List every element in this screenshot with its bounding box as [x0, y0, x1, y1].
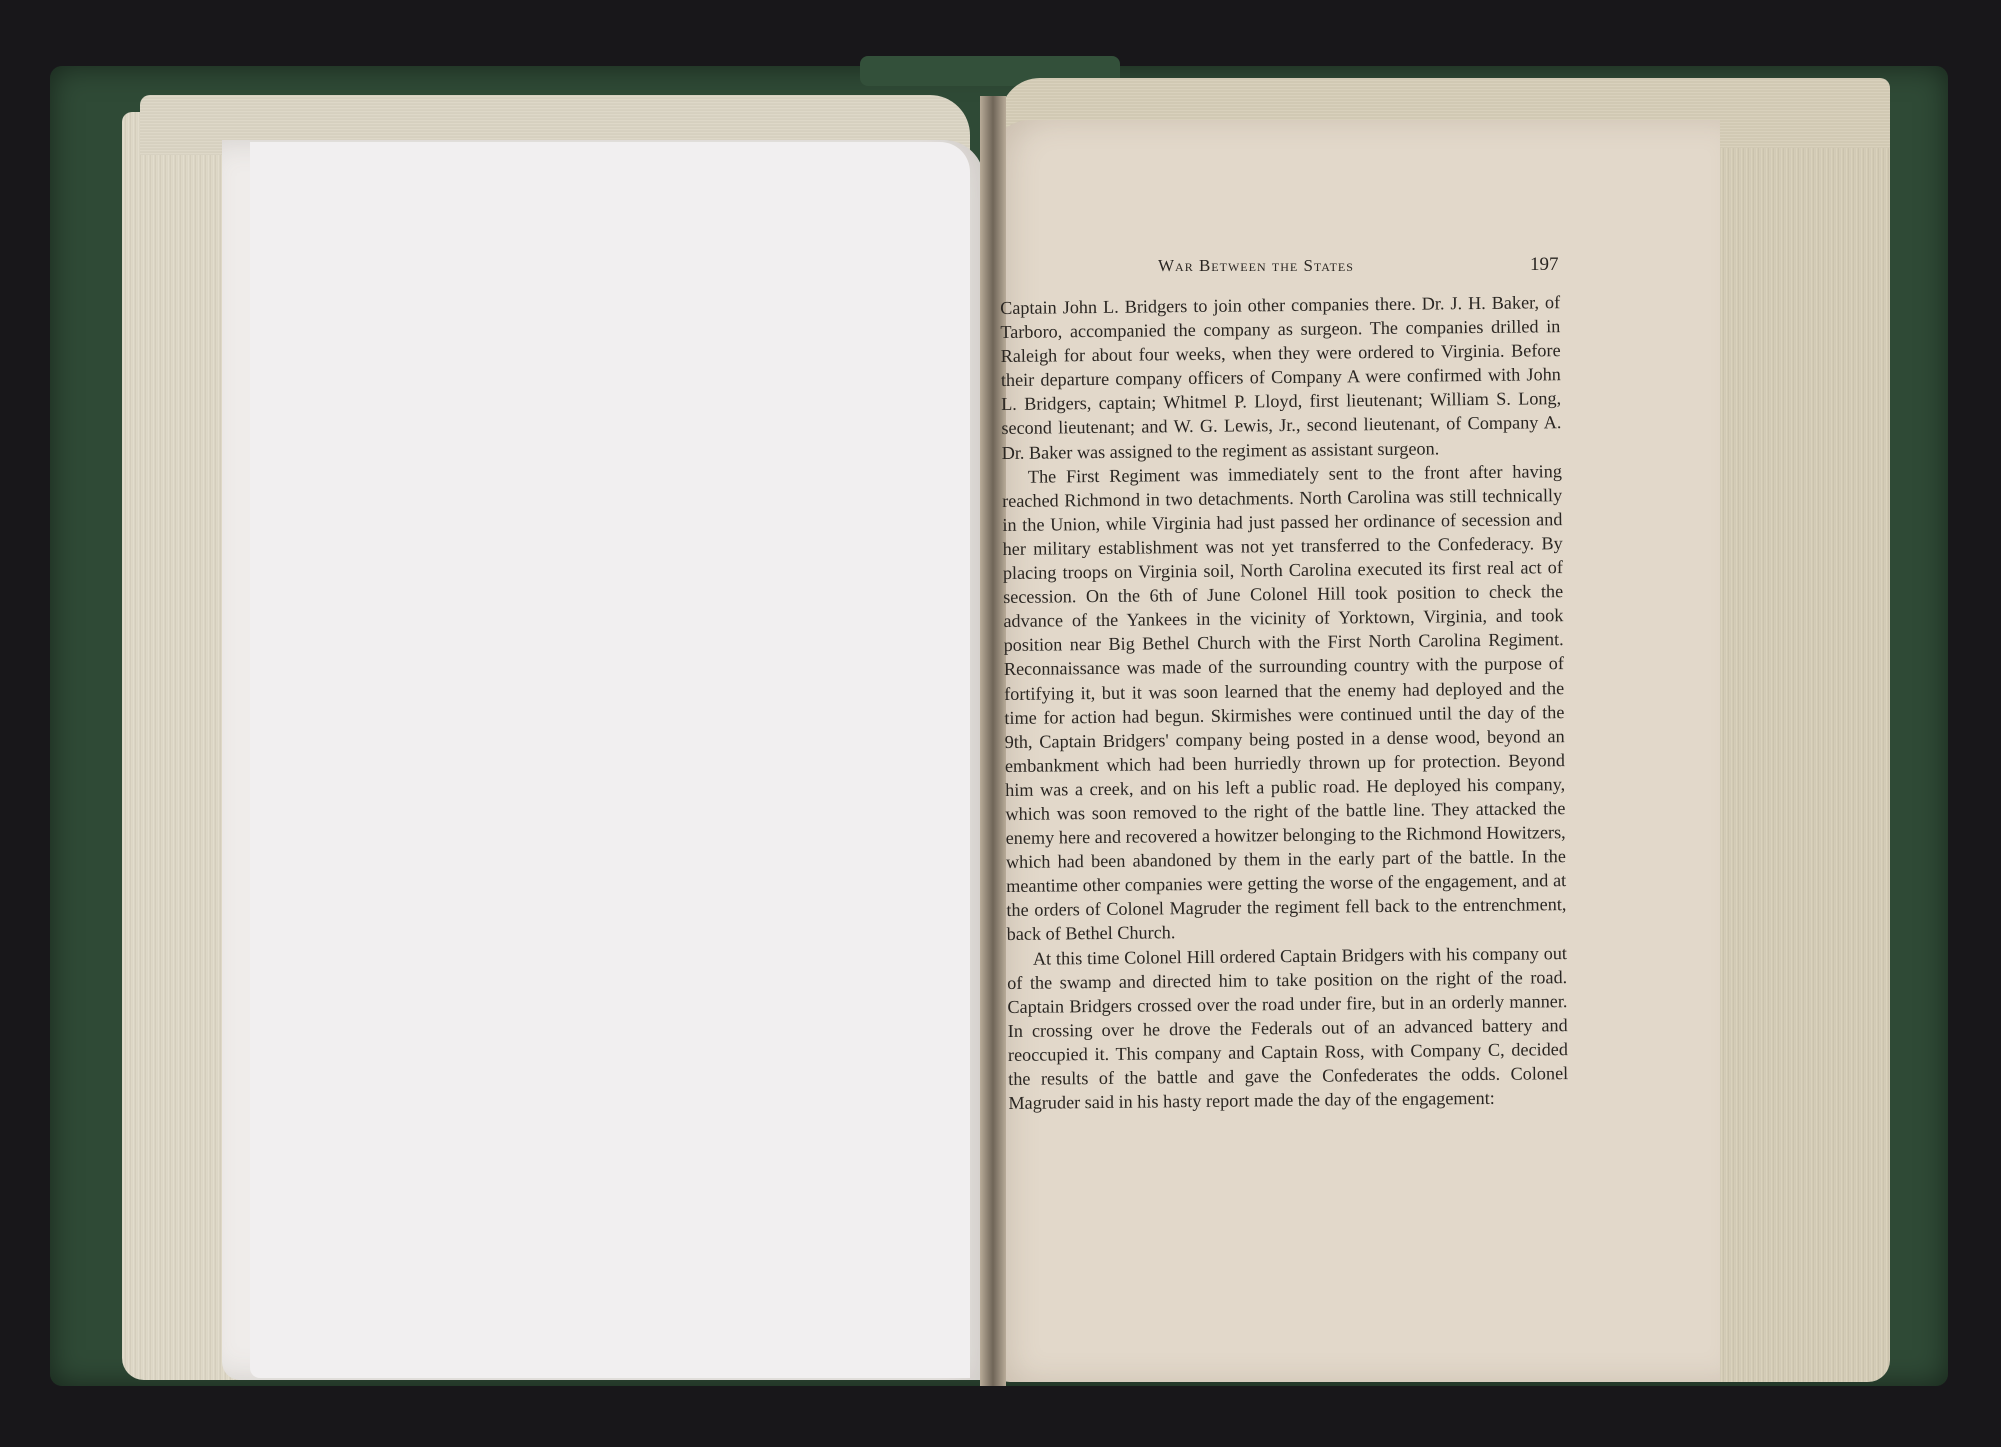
book-gutter: [980, 96, 1006, 1386]
running-head: War Between the States: [1158, 256, 1354, 275]
page-number: 197: [1530, 254, 1559, 275]
left-page-surface: [250, 142, 970, 1378]
right-page-edges: [1700, 92, 1890, 1382]
paragraph: Captain John L. Bridgers to join other companies there. Dr. J. H. Baker, of Tarboro, accompanied the company as surgeon. The companies drilled in Raleigh for about four weeks, when they were ordered to Virginia. Before their departure company officers of Company A were confirmed with John L. Bridgers, captain; Whitmel P. Lloyd, first lieutenant; William S. Long, second lieutenant; and W. G. Lewis, Jr., second lieutenant, of Company A. Dr. Baker was assigned to the regiment as assistant surgeon.: [1000, 292, 1562, 463]
paragraph: At this time Colonel Hill ordered Captain Bridgers with his company out of the swamp and directed him to take position on the right of the road. Captain Bridgers crossed over the road under fire, but in an orderly manner. In crossing over he drove the Federals out of an advanced battery and reoccupied it. This company and Captain Ross, with Company C, decided the results of the battle and gave the Confederates the odds. Colonel Magruder said in his hasty report made the day of the engagement:: [1007, 942, 1569, 1114]
page-body-text: [1000, 290, 1569, 1115]
paragraph: The First Regiment was immediately sent to the front after having reached Richmond in two detachments. North Carolina was still technically in the Union, while Virginia had just passed her ordinance of secession and her military establishment was not yet transferred to the Confederacy. By placing troops on Virginia soil, North Carolina executed its first real act of secession. On the 6th of June Colonel Hill took position to check the advance of the Yankees in the vicinity of Yorktown, Virginia, and took position near Big Bethel Church with the First North Carolina Regiment. Reconnaissance was made of the surrounding country with the purpose of fortifying it, but it was soon learned that the enemy had deployed and the time for action had begun. Skirmishes were continued until the day of the 9th, Captain Bridgers' company being posted in a dense wood, beyond an embankment which had been hurriedly thrown up for protection. Beyond him was a creek, and on his left a public road. He deployed his company, which was soon removed to the right of the battle line. They attacked the enemy here and recovered a howitzer belonging to the Richmond Howitzers, which had been abandoned by them in the early part of the battle. In the meantime other companies were getting the worse of the engagement, and at the orders of Colonel Magruder the regiment fell back to the entrenchment, back of Bethel Church.: [1002, 460, 1567, 945]
